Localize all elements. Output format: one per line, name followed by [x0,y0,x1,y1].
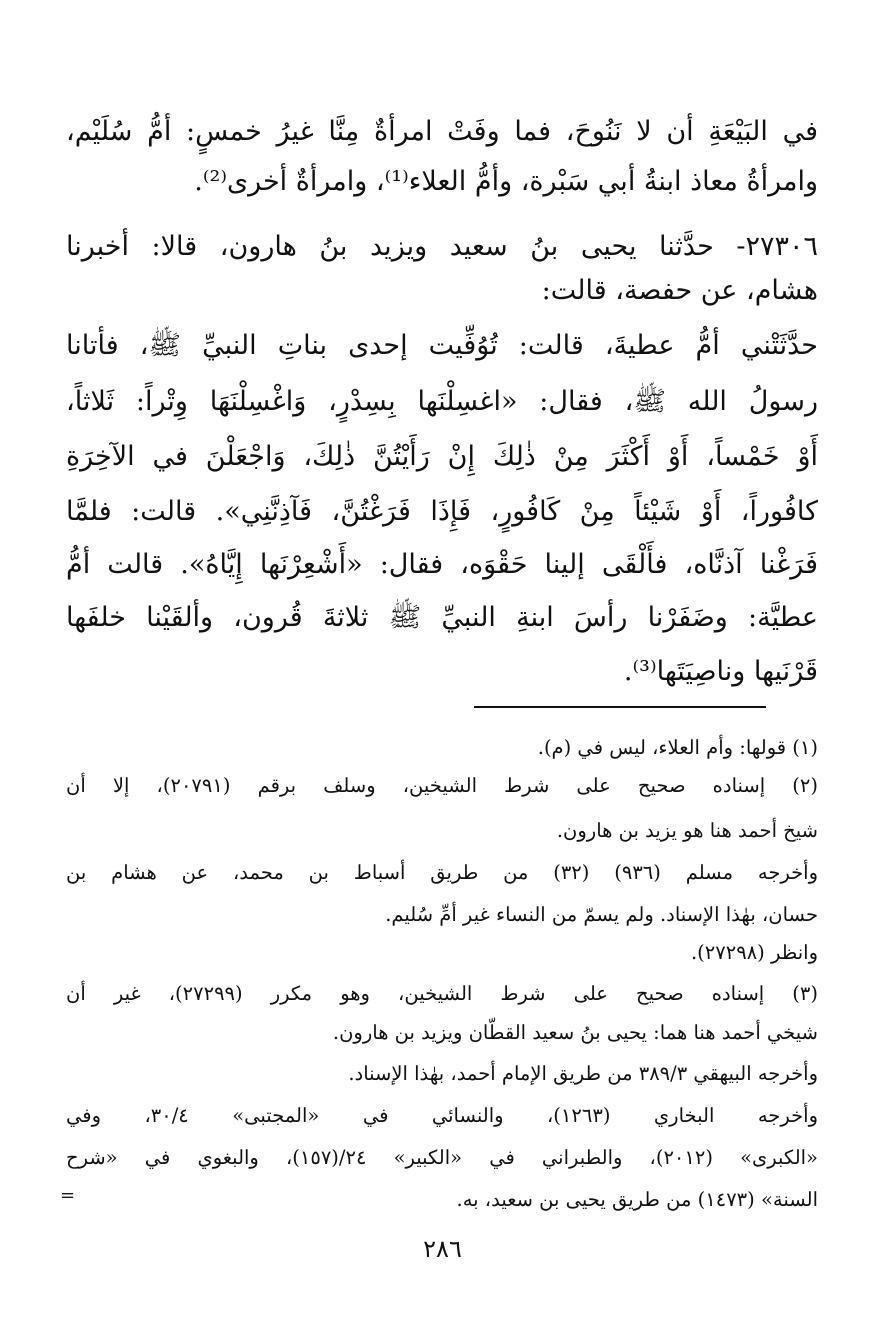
footnote-3-line: (٣) إسناده صحيح على شرط الشيخين، وهو مكرر (٢٧٢٩٩)، غير أن [66,982,818,1005]
footnote-2-line: وانظر (٢٧٢٩٨). [690,941,818,964]
main-text-line: قَرْنَيها وناصِيَتَها⁽³⁾. [623,656,818,687]
main-text-line: عطيَّة: وضَفَرْنا رأسَ ابنةِ النبيِّ ﷺ ثلاثةَ قُرون، وألقَيْنا خلفَها [66,602,818,633]
main-text-line: في البَيْعَةِ أن لا نَنُوحَ، فما وفَتْ امرأةٌ مِنَّا غيرُ خمسٍ: أمُّ سُلَيْم، [66,116,818,147]
footnote-3-line: شيخي أحمد هنا هما: يحيى بنُ سعيد القطّان ويزيد بن هارون. [332,1021,818,1044]
main-text-line: حدَّثَتْني أمُّ عطيةَ، قالت: تُوُفِّيت إحدى بناتِ النبيِّ ﷺ، فأتانا [66,330,818,361]
main-text-line: كافُوراً، أَوْ شَيْئاً مِنْ كَافُورٍ، فَإِذَا فَرَغْتُنَّ، فَآذِنَّنِي». قالت: فلمَّا [66,496,818,527]
page-number: ٢٨٦ [423,1235,462,1263]
main-text-line: رسولُ الله ﷺ، فقال: «اغسِلْنَها بِسِدْرٍ، وَاغْسِلْنَهَا وِتْراً: ثَلاثاً، [66,386,818,417]
hadith-heading-line: ٢٧٣٠٦- حدَّثنا يحيى بنُ سعيد ويزيد بنُ هارون، قالا: أخبرنا [66,231,818,262]
hadith-heading-line: هشام، عن حفصة، قالت: [541,275,818,306]
footnote-2-line: (٢) إسناده صحيح على شرط الشيخين، وسلف برقم (٢٠٧٩١)، إلا أن [66,774,818,797]
footnote-3-line: وأخرجه البخاري (١٢٦٣)، والنسائي في «المجتبى» ٣٠/٤، وفي [66,1104,818,1127]
footnote-3-line: «الكبرى» (٢٠١٢)، والطبراني في «الكبير» ٢٤/(١٥٧)، والبغوي في «شرح [66,1146,818,1169]
footnote-divider [474,706,766,708]
footnote-2-line: وأخرجه مسلم (٩٣٦) (٣٢) من طريق أسباط بن محمد، عن هشام بن [66,861,819,884]
main-text-line: وامرأةُ معاذ ابنةُ أبي سَبْرة، وأمُّ العلاء⁽¹⁾، وامرأةٌ أخرى⁽²⁾. [194,166,818,197]
footnote-3-line: السنة» (١٤٧٣) من طريق يحيى بن سعيد، به. [456,1188,818,1211]
footnote-3-line: وأخرجه البيهقي ٣٨٩/٣ من طريق الإمام أحمد، بهٰذا الإسناد. [348,1062,818,1085]
footnote-1: (١) قولها: وأم العلاء، ليس في (م). [537,736,818,759]
main-text-line: فَرَغْنا آذنَّاه، فأَلْقَى إلينا حَقْوَه، فقال: «أَشْعِرْنَها إِيَّاهُ». قالت أمُّ [66,549,818,580]
footnote-2-line: شيخ أحمد هنا هو يزيد بن هارون. [556,819,818,842]
continuation-mark: = [60,1185,76,1206]
footnote-2-line: حسان، بهٰذا الإسناد. ولم يسمّ من النساء غير أمِّ سُليم. [385,903,818,926]
main-text-line: أَوْ خَمْساً، أَوْ أَكْثَرَ مِنْ ذٰلِكَ إِنْ رَأَيْتُنَّ ذٰلِكَ، وَاجْعَلْنَ في الآخِرَةِ [66,441,818,472]
